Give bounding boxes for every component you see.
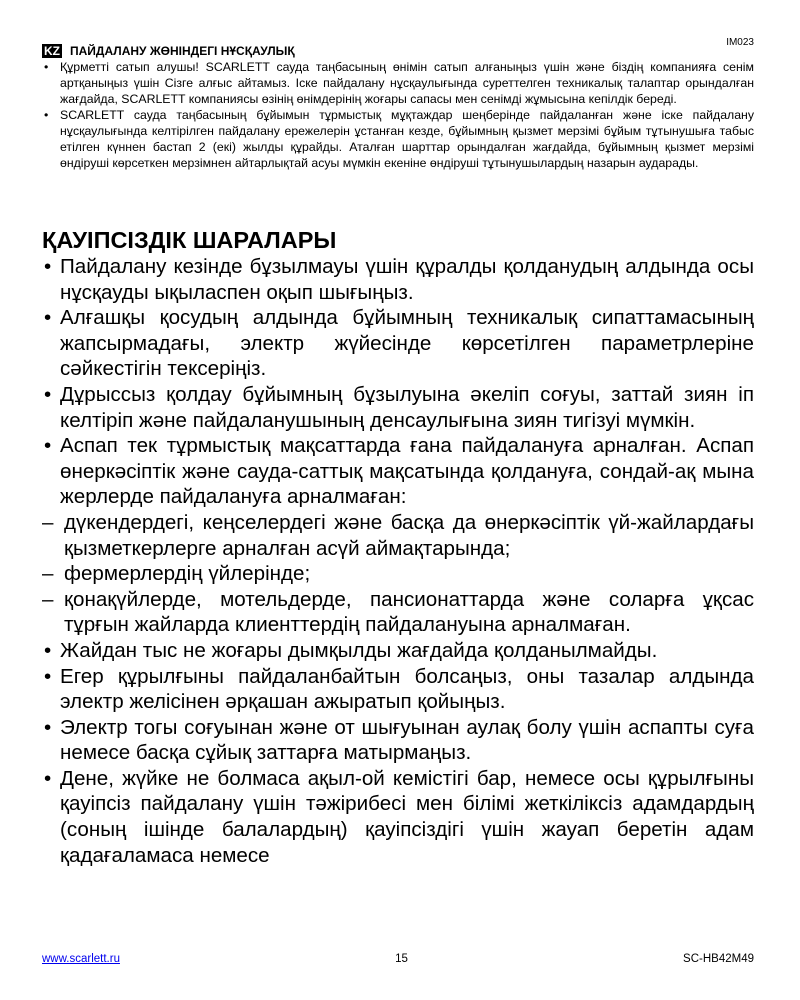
safety-subitem: – фермерлердің үйлерінде;	[42, 561, 754, 587]
model-code: IM023	[726, 37, 754, 48]
manual-header	[42, 44, 295, 58]
manual-title: ПАЙДАЛАНУ ЖӨНІНДЕГІ НҰСҚАУЛЫҚ	[70, 44, 295, 58]
page-footer	[42, 953, 754, 965]
safety-item: • Дене, жүйке не болмаса ақыл-ой кемістігі бар, немесе осы құрылғыны қауіпсіз пайдалану үшін тәжірибесі мен білімі жеткіліксіз адамдардың (соның ішінде балалардың) қауіпсіздігі үшін жауап беретін адам қадағаламаса немесе	[42, 766, 754, 868]
safety-item: • Егер құрылғыны пайдаланбайтын болсаңыз, оны тазалар алдында электр желісінен әрқашан ажыратып қойыңыз.	[42, 664, 754, 715]
intro-list	[42, 59, 754, 171]
page-number: 15	[395, 953, 408, 965]
safety-item: • Аспап тек тұрмыстық мақсаттарда ғана пайдалануға арналған. Аспап өнеркәсіптік және сауда-саттық мақсатында қолдануға, сондай-ақ мына жерлерде пайдалануға арналмаған:	[42, 433, 754, 510]
safety-list	[42, 254, 754, 868]
safety-item: • Пайдалану кезінде бұзылмауы үшін құралды қолданудың алдында осы нұсқауды ықыласпен оқып шығыңыз.	[42, 254, 754, 305]
safety-item: • Дұрыссыз қолдау бұйымның бұзылуына әкеліп соғуы, заттай зиян іп келтіріп және пайдаланушының денсаулығына зиян тигізуі мүмкін.	[42, 382, 754, 433]
safety-item: • Электр тогы соғуынан және от шығуынан аулақ болу үшін аспапты суға немесе басқа сұйық заттарға матырмаңыз.	[42, 715, 754, 766]
section-heading: ҚАУІПСІЗДІК ШАРАЛАРЫ	[42, 227, 337, 253]
safety-item: • Алғашқы қосудың алдында бұйымның техникалық сипаттамасының жапсырмадағы, электр жүйесінде көрсетілген параметрлеріне сәйкестігін тексеріңіз.	[42, 305, 754, 382]
safety-subitem: – дүкендердегі, кеңселердегі және басқа да өнеркәсіптік үй-жайлардағы қызметкерлерге арналған асүй аймақтарында;	[42, 510, 754, 561]
language-badge: KZ	[44, 44, 60, 58]
safety-item: • Жайдан тыс не жоғары дымқылды жағдайда қолданылмайды.	[42, 638, 754, 664]
safety-subitem: – қонақүйлерде, мотельдерде, пансионаттарда және соларға ұқсас тұрғын жайларда клиенттердің пайдалануына арналмаған.	[42, 587, 754, 638]
intro-paragraph: • SCARLETT сауда таңбасының бұйымын тұрмыстық мұқтаждар шеңберінде пайдаланған және іске пайдалану нұсқаулығында келтірілген пайдалану ережелерін ұстанған кезде, бұйымның қызмет мерзімі бұйым тұтынушыға табыс етілген күннен бастап 2 (екі) жылды құрайды. Аталған шарттар орындалған жағдайда, бұйымның қызмет мерзімі өндіруші көрсеткен мерзімнен айтарлықтай асуы мүмкін екеніне өндіруші тұтынушылардың назарын аударады.	[42, 107, 754, 171]
footer-model: SC-HB42M49	[683, 953, 754, 965]
intro-paragraph: • Құрметті сатып алушы! SCARLETT сауда таңбасының өнімін сатып алғаныңыз үшін және біздің компанияға сенім артқаныңыз үшін Сізге алғыс айтамыз. Іске пайдалану нұсқаулығында суреттелген техникалық талаптар орындалған жағдайда, SCARLETT компаниясы өзінің өнімдерінің жоғары сапасы мен сенімді жұмысына кепілдік береді.	[42, 59, 754, 107]
website-link[interactable]: www.scarlett.ru	[42, 953, 120, 965]
